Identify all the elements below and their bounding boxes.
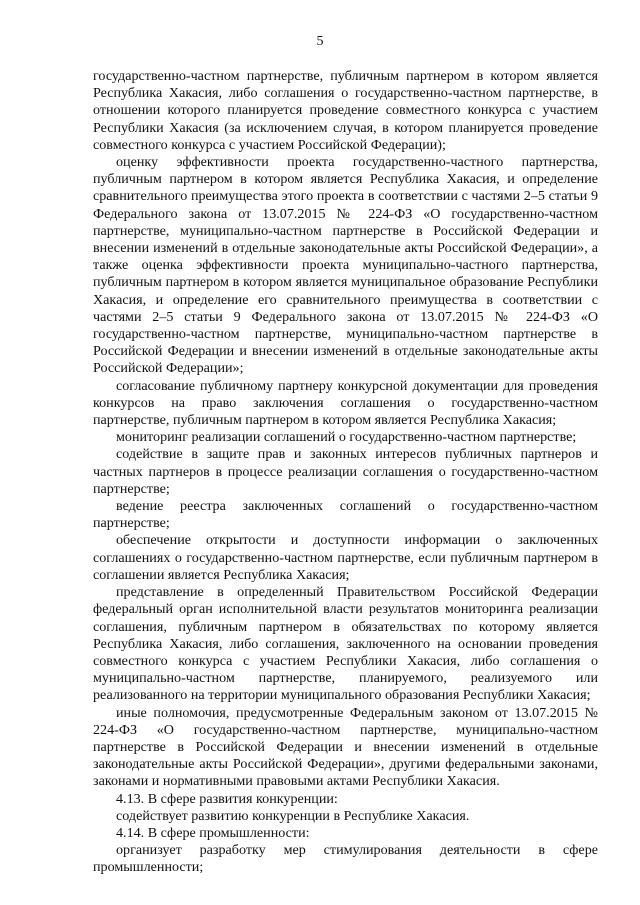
section-heading: 4.14. В сфере промышленности: [116,824,310,841]
paragraph: мониторинг реализации соглашений о государственно-частном партнерстве; [116,429,577,446]
page-number: 5 [316,34,324,49]
paragraph: оценку эффективности проекта государственно-частного партнерства, публичным партнером в котором является Республика Хакасия, и определение сравнительного преимущества этого проекта в соответствии с частями 2–5 статьи 9 Федерального закона от 13.07.2015 № 224-ФЗ «О государственно-частном партнерстве, муниципально-частном партнерстве в Российской Федерации и внесении изменений в отдельные законодательные акты Российской Федерации», а также оценка эффективности проекта муниципально-частного партнерства, публичным партнером в котором является муниципальное образование Республики Хакасия, и определение его сравнительного преимущества в соответствии с частями 2–5 статьи 9 Федерального закона от 13.07.2015 № 224-ФЗ «О государственно-частном партнерстве, муниципально-частном партнерстве в Российской Федерации и внесении изменений в отдельные законодательные акты Российской Федерации»; [93,154,598,377]
section-heading: 4.13. В сфере развития конкуренции: [116,790,338,807]
paragraph: ведение реестра заключенных соглашений о государственно-частном партнерстве; [93,498,598,532]
paragraph: согласование публичному партнеру конкурсной документации для проведения конкурсов на право заключения соглашения о государственно-частном партнерстве, публичным партнером в котором является Республика Хакасия; [93,377,598,429]
paragraph: содействует развитию конкуренции в Республике Хакасия. [116,807,470,824]
paragraph: организует разработку мер стимулирования деятельности в сфере промышленности; [93,842,598,876]
paragraph: содействие в защите прав и законных интересов публичных партнеров и частных партнеров в процессе реализации соглашения о государственно-частном партнерстве; [93,446,598,497]
paragraph: государственно-частном партнерстве, публичным партнером в котором является Республика Хакасия, либо соглашения о государственно-частном партнерстве, в отношении которого планируется проведение совместного конкурса с участием Республики Хакасия (за исключением случая, в котором планируется проведение совместного конкурса с участием Российской Федерации); [93,68,598,153]
document-body [93,68,598,877]
paragraph: представление в определенный Правительством Российской Федерации федеральный орган исполнительной власти результатов мониторинга реализации соглашения, публичным партнером в обязательствах по которому является Республика Хакасия, либо соглашения, заключенного на основании проведения совместного конкурса с участием Республики Хакасия, либо соглашения о муниципально-частном партнерстве, планируемого, реализуемого или реализованного на территории муниципального образования Республики Хакасия; [93,584,598,704]
paragraph: обеспечение открытости и доступности информации о заключенных соглашениях о государственно-частном партнерстве, если публичным партнером в соглашении является Республика Хакасия; [93,532,598,583]
paragraph: иные полномочия, предусмотренные Федеральным законом от 13.07.2015 № 224-ФЗ «О государственно-частном партнерстве, муниципально-частном партнерстве в Российской Федерации и внесении изменений в отдельные законодательные акты Российской Федерации», другими федеральными законами, законами и нормативными правовыми актами Республики Хакасия. [93,704,598,790]
